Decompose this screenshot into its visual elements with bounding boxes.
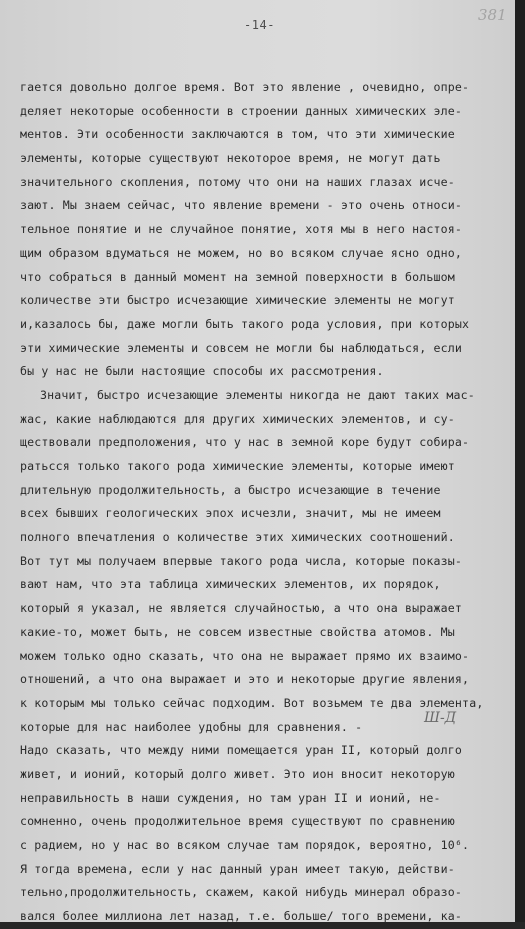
- text-line: количестве эти быстро исчезающие химические элементы не могут: [20, 293, 455, 308]
- text-line: неправильность в наши суждения, но там уран II и ионий, не-: [20, 790, 441, 805]
- text-line: Значит, быстро исчезающие элементы никогда не дают таких мас-: [40, 387, 475, 402]
- text-line: которые для нас наиболее удобны для сравнения. -: [20, 719, 363, 734]
- archive-stamp-number: 381: [478, 6, 507, 24]
- page-number: -14-: [244, 18, 275, 32]
- text-line: гается довольно долгое время. Вот это явление , очевидно, опре-: [20, 80, 470, 94]
- text-line: Надо сказать, что между ними помещается уран II, который долго: [20, 743, 463, 758]
- text-line: что собраться в данный момент на земной поверхности в большом: [20, 269, 455, 284]
- text-line: ществовали предположения, что у нас в земной коре будут собира-: [20, 435, 470, 450]
- text-line: Вот тут мы получаем впервые такого рода числа, которые показы-: [20, 553, 463, 568]
- text-line: жас, какие наблюдаются для других химических элементов, и су-: [20, 411, 455, 426]
- text-line: к которым мы только сейчас подходим. Вот возьмем те два элемента,: [20, 695, 484, 710]
- text-line: можем только одно сказать, что она не выражает прямо их взаимо-: [20, 648, 470, 663]
- text-body: [20, 76, 516, 929]
- text-line: ментов. Эти особенности заключаются в том, что эти химические: [20, 127, 455, 142]
- text-line: длительную продолжительность, а быстро исчезающие в течение: [20, 482, 441, 497]
- text-line: Я тогда времена, если у нас данный уран имеет такую, действи-: [20, 861, 455, 876]
- text-line: с радием, но у нас во всяком случае там порядок, вероятно, 10⁶.: [20, 838, 470, 852]
- text-line: тельное понятие и не случайное понятие, хотя мы в него настоя-: [20, 222, 463, 237]
- text-line: всех бывших геологических эпох исчезли, значит, мы не имеем: [20, 506, 441, 521]
- text-line: значительного скопления, потому что они на наших глазах исче-: [20, 174, 455, 189]
- text-line: и,казалось бы, даже могли быть такого рода условия, при которых: [20, 316, 470, 331]
- text-line: вают нам, что эта таблица химических элементов, их порядок,: [20, 577, 441, 592]
- text-line: отношений, а что она выражает и это и некоторые другие явления,: [20, 672, 470, 687]
- text-line: вался более миллиона лет назад, т.е. больше/ того времени, ка-: [20, 909, 463, 924]
- text-line: сомненно, очень продолжительное время существуют по сравнению: [20, 814, 455, 829]
- text-line: какие-то, может быть, не совсем известные свойства атомов. Мы: [20, 624, 455, 639]
- scan-edge: [515, 0, 525, 922]
- text-line: тельно,продолжительность, скажем, какой нибудь минерал образо-: [20, 885, 463, 900]
- text-line: щим образом вдуматься не можем, но во всяком случае ясно одно,: [20, 245, 463, 260]
- text-line: бы у нас не были настоящие способы их рассмотрения.: [20, 364, 384, 379]
- text-line: который я указал, не является случайностью, а что она выражает: [20, 601, 463, 616]
- text-line: зают. Мы знаем сейчас, что явление времени - это очень относи-: [20, 198, 463, 213]
- text-line: деляет некоторые особенности в строении данных химических эле-: [20, 103, 463, 118]
- text-line: полного впечатления о количестве этих химических соотношений.: [20, 530, 455, 545]
- text-line: ратьсся только такого рода химические элементы, которые имеют: [20, 459, 455, 473]
- margin-note: Ш-Д: [424, 710, 457, 726]
- text-line: элементы, которые существуют некоторое время, не могут дать: [20, 151, 441, 166]
- text-line: живет, и ионий, который долго живет. Это ион вносит некоторую: [20, 766, 455, 781]
- text-line: эти химические элементы и совсем не могли бы наблюдаться, если: [20, 340, 463, 355]
